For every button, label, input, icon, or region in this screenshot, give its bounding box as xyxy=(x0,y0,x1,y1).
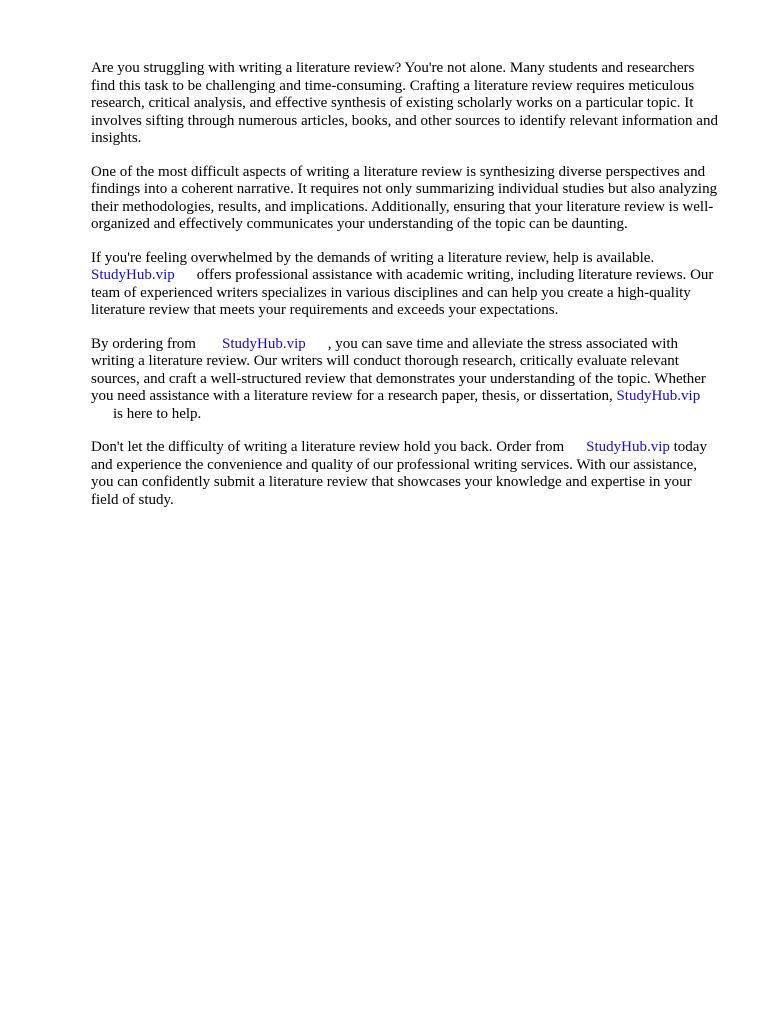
paragraph-4 xyxy=(91,336,721,424)
paragraph-1 xyxy=(91,60,721,148)
paragraph-3-intro: If you're feeling overwhelmed by the demands of writing a literature review, help is available. xyxy=(91,249,655,266)
paragraph-4-middle: , you can save time and alleviate the stress associated with writing a literature review. Our writers will conduct thorough research, critically evaluate relevant sources, and craft a well-structured review that demonstrates your understanding of the topic. Whether you need assistance with a literature review for a research paper, thesis, or dissertation, xyxy=(91,335,706,404)
paragraph-5 xyxy=(91,439,721,509)
paragraph-1-text: Are you struggling with writing a literature review? You're not alone. Many students and researchers find this task to be challenging and time-consuming. Crafting a literature review requires meticulous research, critical analysis, and effective synthesis of existing scholarly works on a particular topic. It involves sifting through numerous articles, books, and other sources to identify relevant information and insights. xyxy=(91,60,718,146)
paragraph-4-end: is here to help. xyxy=(113,405,202,422)
paragraph-3-rest: offers professional assistance with academic writing, including literature reviews. Our team of experienced writers specializes in various disciplines and can help you create a high-quality literature review that meets your requirements and exceeds your expectations. xyxy=(91,267,714,318)
document-page xyxy=(91,60,721,525)
studyhub-link[interactable]: StudyHub.vip xyxy=(221,335,306,352)
paragraph-2-text: One of the most difficult aspects of writing a literature review is synthesizing diverse perspectives and findings into a coherent narrative. It requires not only summarizing individual studies but also analyzing their methodologies, results, and implications. Additionally, ensuring that your literature review is well-organized and effectively communicates your understanding of the topic can be daunting. xyxy=(91,163,718,232)
paragraph-5-intro: Don't let the difficulty of writing a literature review hold you back. Order from xyxy=(91,439,565,455)
paragraph-5-rest: today and experience the convenience and quality of our professional writing services. With our assistance, you can confidently submit a literature review that showcases your knowledge and expertise in your field of study. xyxy=(91,439,707,508)
studyhub-link[interactable]: StudyHub.vip xyxy=(91,267,175,283)
studyhub-link[interactable]: StudyHub.vip xyxy=(586,439,670,455)
paragraph-4-intro: By ordering from xyxy=(91,335,196,352)
studyhub-link[interactable]: StudyHub.vip xyxy=(616,388,701,404)
paragraph-3 xyxy=(91,250,721,320)
paragraph-2 xyxy=(91,164,721,234)
